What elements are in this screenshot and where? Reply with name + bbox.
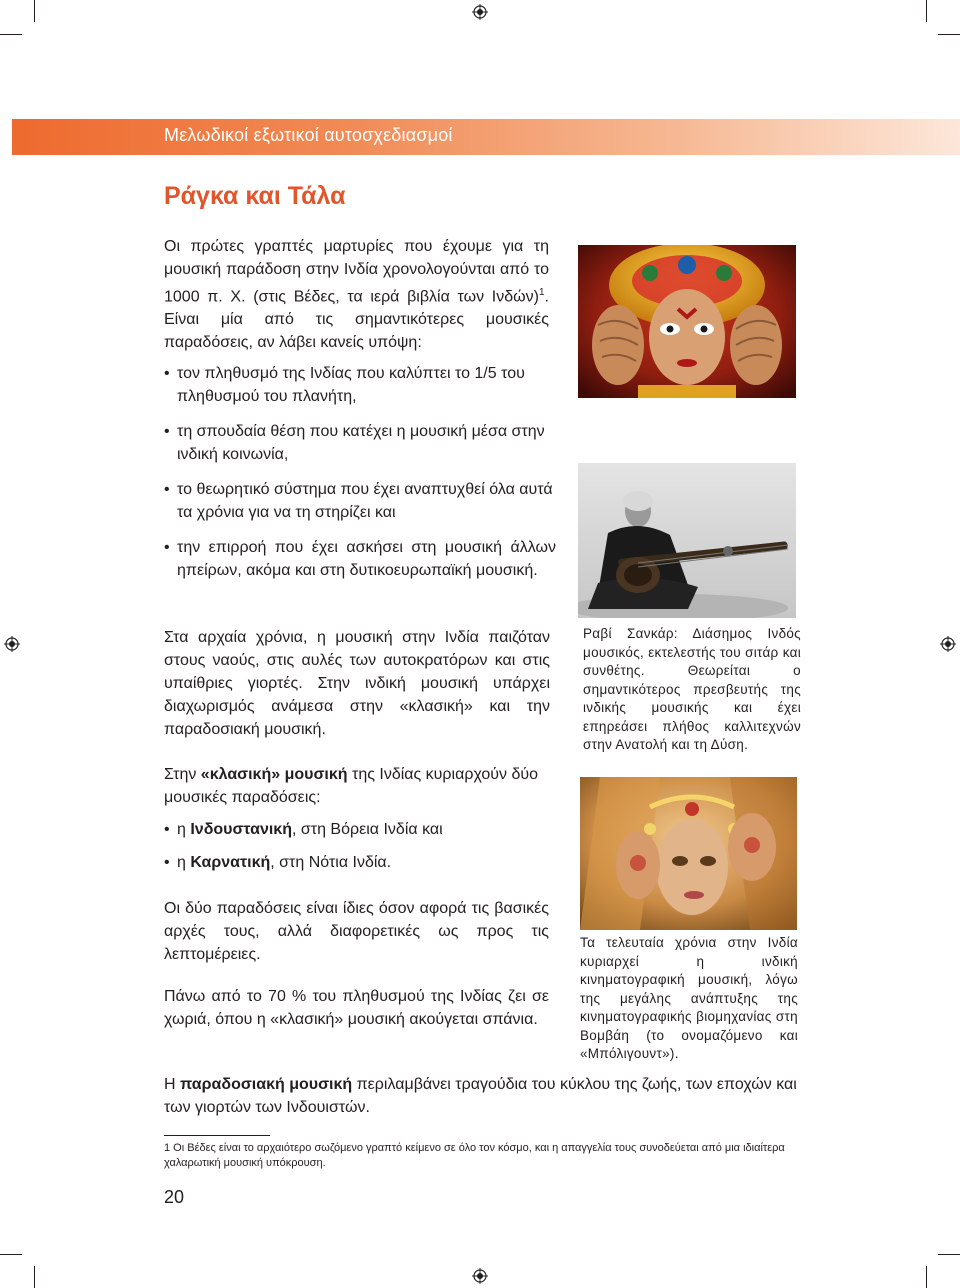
- section-title: Ράγκα και Τάλα: [164, 182, 346, 210]
- ancient-music-paragraph: Στα αρχαία χρόνια, η μουσική στην Ινδία παιζόταν στους ναούς, στις αυλές των αυτοκρατόρων και στις υπαίθριες γιορτές. Στην ινδική μουσική υπάρχει διαχωρισμός ανάμεσα στην «κλασική» και την παραδοσιακή μουσική.: [164, 629, 550, 738]
- page-number: 20: [164, 1187, 185, 1207]
- chapter-title: Μελωδικοί εξωτικοί αυτοσχεδιασμοί: [164, 125, 453, 145]
- registration-mark-icon: [472, 1268, 488, 1284]
- footnote: [164, 1141, 804, 1171]
- registration-mark-icon: [472, 4, 488, 20]
- classical-text-end: της Ινδίας κυριαρχούν δύο μουσικές παραδόσεις:: [164, 766, 539, 806]
- traditional-text-end: περιλαμβάνει τραγούδια του κύκλου της ζωής, των εποχών και των γιορτών των Ινδουιστών.: [164, 1076, 797, 1116]
- tradition-suffix: , στη Βόρεια Ινδία και: [292, 821, 443, 838]
- footnote-text: Οι Βέδες είναι το αρχαιότερο σωζόμενο γραπτό κείμενο σε όλο τον κόσμο, και η απαγγελία τους συνοδεύεται από μια ιδιαίτερα χαλαρωτική μουσική υπόκρουση.: [164, 1142, 785, 1169]
- population-paragraph: Πάνω από το 70 % του πληθυσμού της Ινδίας ζει σε χωριά, όπου η «κλασική» μουσική ακούγεται σπάνια.: [164, 988, 549, 1028]
- classical-bold-term: «κλασική» μουσική: [200, 766, 348, 783]
- list-item: • το θεωρητικό σύστημα που έχει αναπτυχθεί όλα αυτά τα χρόνια για να τη στηρίζει και: [164, 478, 556, 524]
- crop-mark: [938, 34, 960, 35]
- classical-text: Στην: [164, 766, 201, 783]
- crop-mark: [34, 1266, 35, 1288]
- ravi-shankar-photo: [578, 463, 796, 618]
- intro-paragraph: [164, 235, 549, 354]
- tradition-suffix: , στη Νότια Ινδία.: [270, 854, 392, 871]
- crop-mark: [926, 0, 927, 22]
- classical-music-paragraph: [164, 763, 556, 809]
- tradition-prefix: η: [177, 821, 191, 838]
- tradition-name: Ινδουστανική: [190, 821, 292, 838]
- ravi-shankar-image: [578, 463, 796, 618]
- list-item: [164, 851, 556, 874]
- bollywood-actress-image: [580, 777, 797, 930]
- registration-mark-icon: [4, 636, 20, 652]
- dancer-photo: [578, 245, 796, 398]
- crop-mark: [938, 1254, 960, 1255]
- crop-mark: [0, 1254, 22, 1255]
- chapter-header-band: [12, 119, 960, 155]
- traditions-list: [164, 818, 556, 874]
- intro-text: Οι πρώτες γραπτές μαρτυρίες που έχουμε για τη μουσική παράδοση στην Ινδία χρονολογούνται από το 1000 π. Χ. (στις Βέδες, τα ιερά βιβλία των Ινδών): [164, 238, 549, 306]
- list-item: • την επιρροή που έχει ασκήσει στη μουσική άλλων ηπείρων, ακόμα και στη δυτικοευρωπαϊκή μουσική.: [164, 536, 556, 582]
- ravi-shankar-caption: Ραβί Σανκάρ: Διάσημος Ινδός μουσικός, εκτελεστής του σιτάρ και συνθέτης. Θεωρείται ο σημαντικότερος πρεσβευτής της ινδικής μουσικής και έχει επηρεάσει πλήθος καλλιτεχνών στην Ανατολή και τη Δύση.: [583, 626, 801, 752]
- crop-mark: [34, 0, 35, 22]
- registration-mark-icon: [940, 636, 956, 652]
- traditional-music-paragraph: [164, 1073, 804, 1119]
- traditional-text: Η: [164, 1076, 180, 1093]
- intro-text-continued: . Είναι μία από τις σημαντικότερες μουσικές παραδόσεις, αν λάβει κανείς υπόψη:: [164, 288, 549, 352]
- traditional-bold-term: παραδοσιακή μουσική: [180, 1076, 353, 1093]
- list-item: • τη σπουδαία θέση που κατέχει η μουσική μέσα στην ινδική κοινωνία,: [164, 420, 556, 466]
- tradition-name: Καρνατική: [190, 854, 271, 871]
- bollywood-caption: Τα τελευταία χρόνια στην Ινδία κυριαρχεί η ινδική κινηματογραφική μουσική, λόγω της μεγάλης ανάπτυξης της κινηματογραφικής βιομηχανίας στη Βομβάη (το ονομαζόμενο και «Μπόλιγουντ»).: [580, 935, 798, 1061]
- list-item: [164, 818, 556, 841]
- tradition-prefix: η: [177, 854, 191, 871]
- dancer-image: [578, 245, 796, 398]
- footnote-marker: 1: [164, 1142, 171, 1154]
- bollywood-actress-photo: [580, 777, 797, 930]
- crop-mark: [926, 1266, 927, 1288]
- list-item: • τον πληθυσμό της Ινδίας που καλύπτει το 1/5 του πληθυσμού του πλανήτη,: [164, 362, 556, 408]
- traditions-comparison-paragraph: Οι δύο παραδόσεις είναι ίδιες όσον αφορά τις βασικές αρχές τους, αλλά διαφορετικές ως προς τις λεπτομέρειες.: [164, 900, 549, 963]
- footnote-divider: [164, 1135, 270, 1136]
- crop-mark: [0, 34, 22, 35]
- factors-list: [164, 362, 556, 582]
- footnote-reference: 1: [538, 287, 545, 298]
